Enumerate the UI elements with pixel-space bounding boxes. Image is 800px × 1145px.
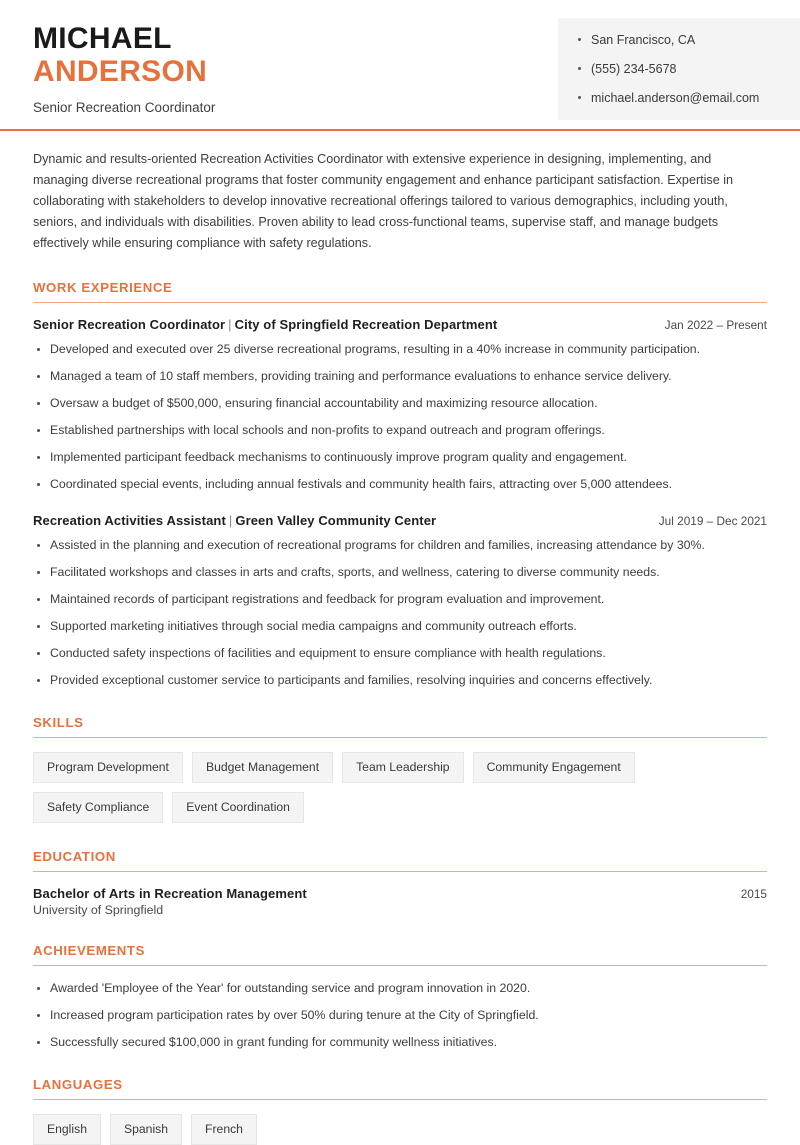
work-role: Senior Recreation Coordinator <box>33 317 226 332</box>
resume-header <box>0 0 800 131</box>
first-name: MICHAEL <box>33 22 172 55</box>
list-item: Provided exceptional customer service to participants and families, resolving inquiries and concerns effectively. <box>33 672 767 689</box>
section-title-skills: SKILLS <box>33 715 84 730</box>
skills-chip-list <box>33 752 767 823</box>
work-entry-heading <box>33 513 436 528</box>
section-underline <box>33 871 767 872</box>
list-item: Conducted safety inspections of facilities and equipment to ensure compliance with health regulations. <box>33 645 767 662</box>
list-item: Successfully secured $100,000 in grant funding for community wellness initiatives. <box>33 1034 767 1051</box>
contact-box <box>558 18 800 120</box>
contact-email[interactable]: michael.anderson@email.com <box>578 90 784 106</box>
work-entry <box>33 317 767 493</box>
professional-summary: Dynamic and results-oriented Recreation Activities Coordinator with extensive experience in designing, implementing, and managing diverse recreational programs that foster community engagement and enhance participant satisfaction. Expertise in collaborating with stakeholders to develop innovative recreational offerings tailored to various demographics, including youth, seniors, and individuals with disabilities. Proven ability to lead cross-functional teams, supervise staff, and manage budgets effectively while ensuring compliance with safety regulations. <box>33 152 734 250</box>
skill-chip: Budget Management <box>192 752 333 783</box>
list-item: Developed and executed over 25 diverse recreational programs, resulting in a 40% increase in community participation. <box>33 341 767 358</box>
work-company: City of Springfield Recreation Department <box>234 317 498 332</box>
section-underline <box>33 737 767 738</box>
list-item: Awarded 'Employee of the Year' for outstanding service and program innovation in 2020. <box>33 980 767 997</box>
section-title-achievements: ACHIEVEMENTS <box>33 943 145 958</box>
last-name: ANDERSON <box>33 55 208 88</box>
section-achievements <box>33 943 767 1051</box>
section-languages <box>33 1077 767 1145</box>
education-degree: Bachelor of Arts in Recreation Management <box>33 886 307 901</box>
work-entry-header <box>33 317 767 332</box>
work-entry-heading <box>33 317 497 332</box>
work-company: Green Valley Community Center <box>235 513 437 528</box>
list-item: Implemented participant feedback mechanisms to continuously improve program quality and engagement. <box>33 449 767 466</box>
list-item: Facilitated workshops and classes in arts and crafts, sports, and wellness, catering to diverse community needs. <box>33 564 767 581</box>
education-entry <box>33 886 767 917</box>
work-bullet-list <box>33 341 767 493</box>
resume-content <box>0 149 800 1145</box>
section-title-education: EDUCATION <box>33 849 116 864</box>
education-school: University of Springfield <box>33 903 164 917</box>
skill-chip: Safety Compliance <box>33 792 163 823</box>
list-item: Supported marketing initiatives through social media campaigns and community outreach efforts. <box>33 618 767 635</box>
language-chip: Spanish <box>110 1114 182 1145</box>
section-work-experience <box>33 280 767 689</box>
skill-chip: Event Coordination <box>172 792 304 823</box>
work-date-range: Jan 2022 – Present <box>664 318 767 332</box>
section-education <box>33 849 767 917</box>
list-item: Managed a team of 10 staff members, providing training and performance evaluations to enhance service delivery. <box>33 368 767 385</box>
job-title: Senior Recreation Coordinator <box>33 100 216 115</box>
work-entry-header <box>33 513 767 528</box>
work-entry <box>33 513 767 689</box>
skill-chip: Community Engagement <box>473 752 635 783</box>
list-item: Oversaw a budget of $500,000, ensuring financial accountability and maximizing resource allocation. <box>33 395 767 412</box>
section-title-languages: LANGUAGES <box>33 1077 123 1092</box>
role-company-separator: | <box>228 513 233 528</box>
language-chip: French <box>191 1114 257 1145</box>
list-item: Assisted in the planning and execution of recreational programs for children and families, increasing attendance by 30%. <box>33 537 767 554</box>
list-item: Increased program participation rates by over 50% during tenure at the City of Springfield. <box>33 1007 767 1024</box>
section-underline <box>33 302 767 303</box>
header-divider <box>0 129 800 131</box>
work-date-range: Jul 2019 – Dec 2021 <box>658 514 767 528</box>
achievements-bullet-list <box>33 980 767 1051</box>
language-chip: English <box>33 1114 101 1145</box>
contact-location: San Francisco, CA <box>578 32 784 48</box>
list-item: Maintained records of participant registrations and feedback for program evaluation and improvement. <box>33 591 767 608</box>
role-company-separator: | <box>228 317 232 332</box>
name-block <box>33 22 503 115</box>
list-item: Established partnerships with local schools and non-profits to expand outreach and program offerings. <box>33 422 767 439</box>
work-role: Recreation Activities Assistant <box>33 513 226 528</box>
work-bullet-list <box>33 537 767 689</box>
skill-chip: Program Development <box>33 752 183 783</box>
section-underline <box>33 965 767 966</box>
list-item: Coordinated special events, including annual festivals and community health fairs, attracting over 5,000 attendees. <box>33 476 767 493</box>
education-year: 2015 <box>740 887 767 901</box>
skill-chip: Team Leadership <box>342 752 464 783</box>
section-title-work-experience: WORK EXPERIENCE <box>33 280 173 295</box>
section-skills <box>33 715 767 823</box>
contact-phone[interactable]: (555) 234-5678 <box>578 61 784 77</box>
education-entry-header <box>33 886 767 901</box>
section-underline <box>33 1099 767 1100</box>
